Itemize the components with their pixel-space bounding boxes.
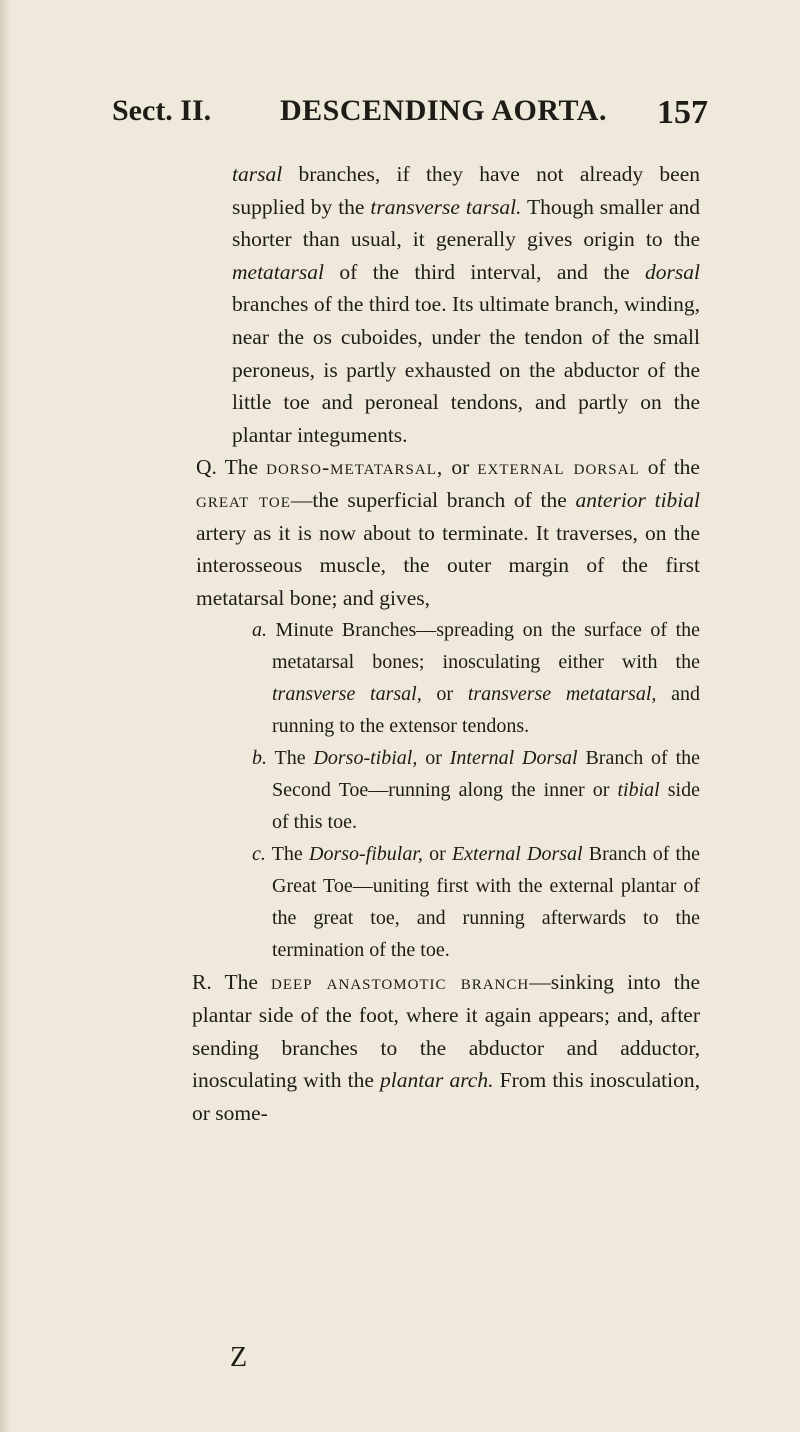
text-run: —sinking into the plantar side of the foot, where it again appears; and, after sending branches to the abductor and adductor, inosculating with the [192, 970, 700, 1093]
text-run: Minute Branches—spreading on the surface of the metatarsal bones; inosculating either with the [267, 619, 700, 674]
term-external-dorsal: External Dorsal [451, 843, 583, 866]
text-run: The [265, 843, 309, 866]
subitem-lead [252, 747, 267, 769]
term-transverse-tarsal: transverse tarsal. [370, 194, 522, 219]
section-label: Sect. II. [112, 94, 212, 127]
text-run: Though smaller and shorter than usual, it generally gives origin to the [232, 194, 700, 252]
text-run: of the [639, 455, 700, 480]
subitem-a [252, 614, 700, 742]
text-run: Branch of the Great Toe—uniting first with the external plantar of the great toe, and running afterwards to the termination of the toe. [272, 843, 700, 962]
text-run: artery as it is now about to terminate. It traverses, on the interosseous muscle, the outer margin of the first metatarsal bone; and gives, [196, 520, 700, 610]
term-transverse-tarsal: transverse tarsal, [272, 683, 422, 706]
term-dorso-tibial: Dorso-tibial, [313, 747, 418, 770]
term-tarsal: tarsal [232, 162, 283, 186]
paragraph-label: R. [192, 970, 212, 995]
page-gutter [0, 0, 10, 1432]
running-header [112, 94, 708, 142]
text-run: The [216, 455, 267, 480]
term-dorso-fibular: Dorso-fibular, [309, 843, 423, 866]
term-metatarsal: metatarsal [232, 259, 324, 284]
term-great-toe: great toe [196, 487, 291, 512]
body-text [192, 158, 701, 1129]
term-anterior-tibial: anterior tibial [575, 487, 700, 512]
term-internal-dorsal: Internal Dorsal [449, 747, 578, 770]
text-run: branches, if they have not already been supplied by the [232, 162, 700, 219]
term-dorsal: dorsal [645, 259, 700, 284]
text-run: or [422, 843, 452, 866]
page-number: 157 [657, 94, 708, 131]
text-run: or [443, 455, 478, 480]
term-dorso-metatarsal: dorso-metatarsal, [266, 455, 444, 480]
subitem-lead [252, 619, 267, 641]
text-run: branches of the third toe. Its ultimate branch, winding, near the os cuboides, under the tendon of the small peroneus, is partly exhausted on the abductor of the little toe and peroneal tendons, and partly on the plantar integuments. [232, 292, 700, 447]
term-external-dorsal: external dorsal [477, 455, 640, 480]
signature-mark: Z [230, 1342, 248, 1373]
text-run: or [417, 747, 450, 770]
subitem-label: c. [252, 843, 266, 866]
paragraph-label: Q. [196, 455, 217, 480]
subitem-b [252, 742, 701, 838]
text-run: The [267, 747, 314, 770]
subitem-label: a. [252, 619, 267, 642]
text-run: Branch of the Second Toe—running along the inner or [272, 747, 701, 802]
term-plantar-arch: plantar arch. [380, 1068, 494, 1093]
paragraph-r [192, 966, 700, 1129]
text-run: —the superficial branch of the [290, 487, 576, 512]
text-run: From this inosculation, or some- [192, 1068, 701, 1125]
text-run: The [211, 970, 272, 995]
text-run: or [421, 683, 468, 706]
term-tibial: tibial [617, 779, 660, 802]
paragraph-q [196, 451, 700, 614]
subitem-lead [252, 843, 266, 865]
subitem-c [252, 838, 700, 966]
term-deep-anastomotic-branch: deep anastomotic branch [271, 970, 530, 995]
text-run: side of this toe. [272, 779, 700, 834]
text-run: and running to the extensor tendons. [272, 683, 700, 738]
running-title: DESCENDING AORTA. [280, 94, 607, 127]
paragraph-continued [232, 158, 700, 451]
subitem-label: b. [252, 747, 267, 770]
text-run: of the third interval, and the [323, 259, 646, 284]
term-transverse-metatarsal: transverse metatarsal, [467, 683, 657, 706]
